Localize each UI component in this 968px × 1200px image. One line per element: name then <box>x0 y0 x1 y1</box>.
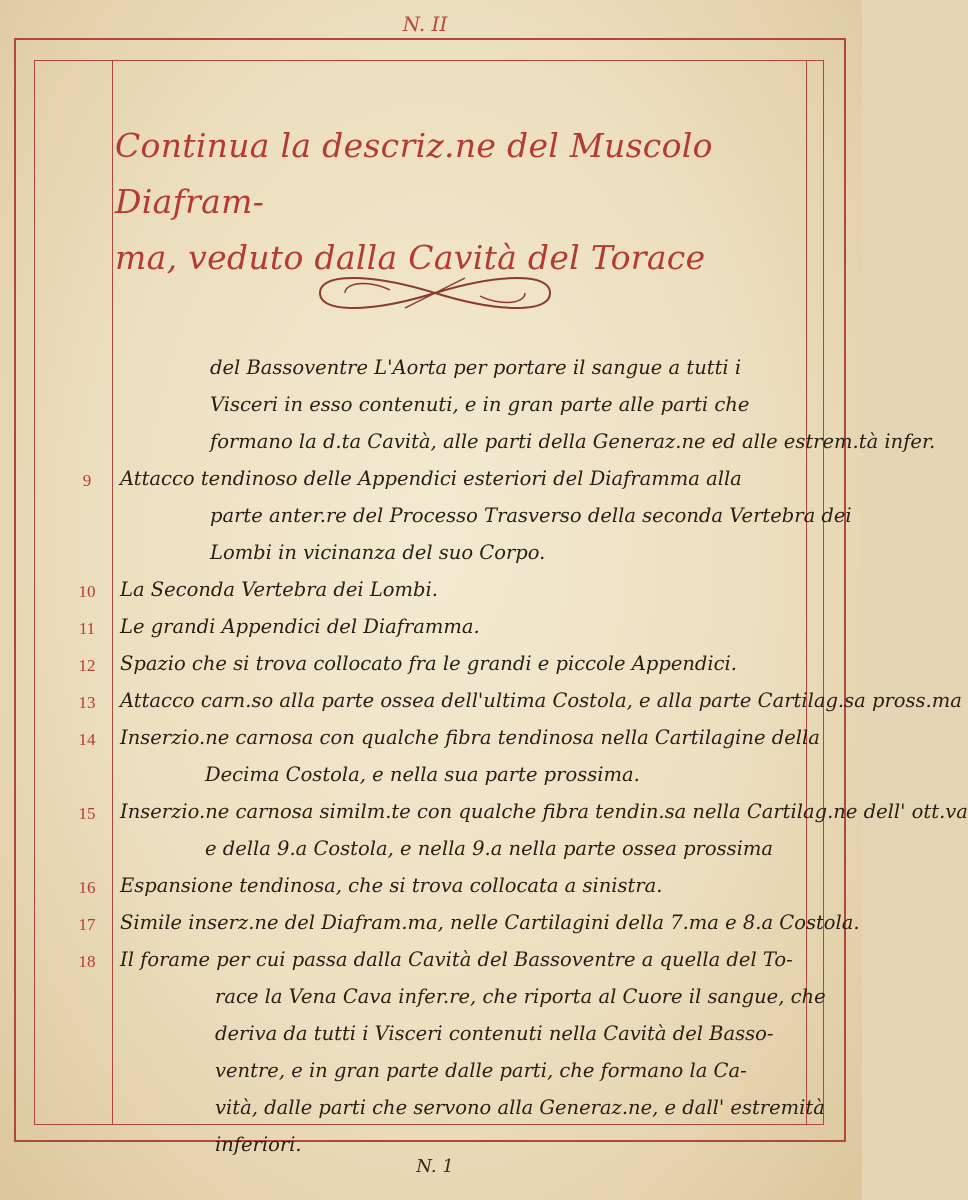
calligraphic-flourish-icon <box>300 268 570 318</box>
entry-text: Decima Costola, e nella sua parte prossima. <box>205 763 640 786</box>
entry-text: parte anter.re del Processo Trasverso della seconda Vertebra dei <box>210 504 852 527</box>
entry-row <box>0 870 862 907</box>
title-line-1: Continua la descriz.ne del Muscolo Diafram- <box>115 126 713 221</box>
entry-text: ventre, e in gran parte dalle parti, che formano la Ca- <box>215 1059 747 1082</box>
entry-row <box>0 759 862 796</box>
entry-text: deriva da tutti i Visceri contenuti nella Cavità del Basso- <box>215 1022 774 1045</box>
entry-text: del Bassoventre L'Aorta per portare il sangue a tutti i <box>210 356 742 379</box>
entry-number: 10 <box>78 582 96 601</box>
entry-text: Il forame per cui passa dalla Cavità del Bassoventre a quella del To- <box>120 948 793 971</box>
entry-text: vità, dalle parti che servono alla Generaz.ne, e dall' estremità <box>215 1096 825 1119</box>
entry-text: e della 9.a Costola, e nella 9.a nella parte ossea prossima <box>205 837 773 860</box>
entry-text: La Seconda Vertebra dei Lombi. <box>120 578 438 601</box>
entry-row <box>0 685 962 722</box>
entry-list <box>0 352 968 1166</box>
entry-row <box>0 463 862 500</box>
entry-row <box>0 500 862 537</box>
border-outer-top <box>14 38 846 40</box>
entry-row <box>0 1018 862 1055</box>
entry-number: 14 <box>78 730 96 749</box>
entry-number: 12 <box>78 656 96 675</box>
entry-number: 11 <box>78 619 96 638</box>
border-inner-top <box>34 60 824 61</box>
entry-number: 18 <box>78 952 96 971</box>
entry-text: race la Vena Cava infer.re, che riporta al Cuore il sangue, che <box>215 985 826 1008</box>
entry-text: Attacco carn.so alla parte ossea dell'ultima Costola, e alla parte Cartilag.sa pross.ma <box>120 689 962 712</box>
entry-row <box>0 648 862 685</box>
entry-text: inferiori. <box>215 1133 302 1156</box>
entry-row <box>0 537 862 574</box>
folio-number: N. 1 <box>416 1156 454 1177</box>
entry-text: Lombi in vicinanza del suo Corpo. <box>210 541 546 564</box>
entry-number: 13 <box>78 693 96 712</box>
entry-text: Visceri in esso contenuti, e in gran parte alle parti che <box>210 393 750 416</box>
entry-row <box>0 1092 862 1129</box>
entry-row <box>0 611 862 648</box>
entry-number: 15 <box>78 804 96 823</box>
entry-text: Inserzio.ne carnosa con qualche fibra tendinosa nella Cartilagine della <box>120 726 820 749</box>
entry-text: Attacco tendinoso delle Appendici esteriori del Diaframma alla <box>120 467 742 490</box>
entry-row <box>0 426 936 463</box>
entry-text: Espansione tendinosa, che si trova collocata a sinistra. <box>120 874 663 897</box>
entry-number: 17 <box>78 915 96 934</box>
entry-number: 9 <box>82 471 92 490</box>
entry-row <box>0 1055 862 1092</box>
entry-row <box>0 833 862 870</box>
entry-row <box>0 389 862 426</box>
entry-text: Simile inserz.ne del Diafram.ma, nelle Cartilagini della 7.ma e 8.a Costola. <box>120 911 860 934</box>
sheet-number: N. II <box>402 12 448 36</box>
title-line-2: ma, veduto dalla Cavità del Torace <box>115 238 706 277</box>
entry-row <box>0 574 862 611</box>
entry-row <box>0 722 862 759</box>
entry-row <box>0 907 862 944</box>
entry-row <box>0 981 862 1018</box>
page-title <box>115 118 805 286</box>
entry-text: Inserzio.ne carnosa similm.te con qualche fibra tendin.sa nella Cartilag.ne dell' ott.va <box>120 800 968 823</box>
entry-number: 16 <box>78 878 96 897</box>
entry-text: Spazio che si trova collocato fra le grandi e piccole Appendici. <box>120 652 737 675</box>
entry-row <box>0 796 968 833</box>
entry-text: Le grandi Appendici del Diaframma. <box>120 615 480 638</box>
entry-text: formano la d.ta Cavità, alle parti della Generaz.ne ed alle estrem.tà infer. <box>210 430 936 453</box>
entry-row <box>0 352 862 389</box>
entry-row <box>0 944 862 981</box>
